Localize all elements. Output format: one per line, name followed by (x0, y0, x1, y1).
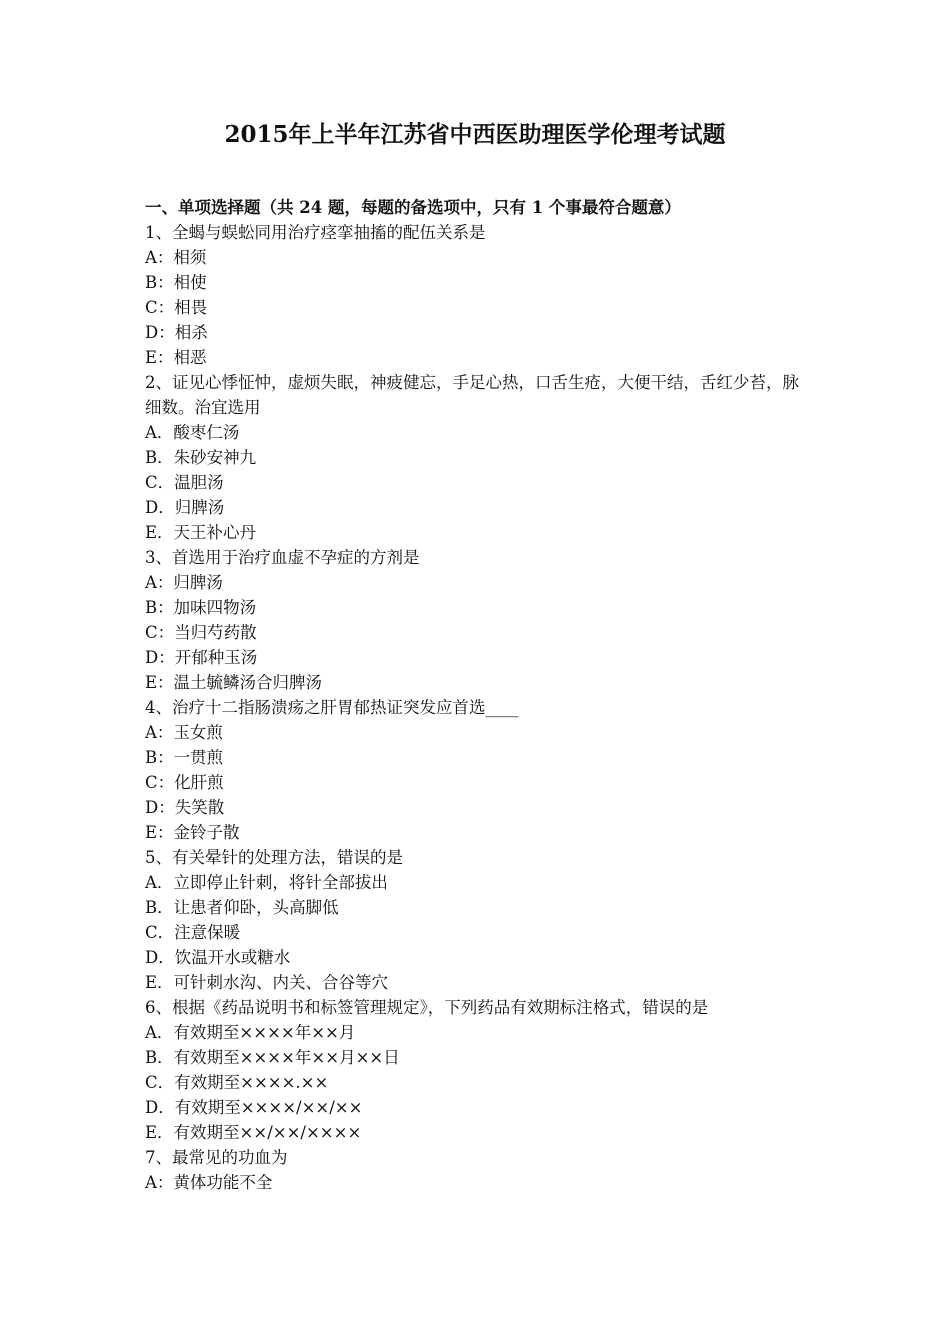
option-c: C：化肝煎 (145, 773, 224, 792)
question-stem: 7、最常见的功血为 (145, 1148, 288, 1167)
option-a: A．立即停止针刺，将针全部拔出 (145, 873, 388, 892)
option-a: A：玉女煎 (145, 723, 223, 742)
option-c: C．温胆汤 (145, 473, 224, 492)
question-stem: 2、证见心悸怔忡，虚烦失眠，神疲健忘，手足心热，口舌生疮，大便干结，舌红少苔，脉细数。治宜选用 (145, 373, 799, 417)
option-d: D：失笑散 (145, 798, 225, 817)
option-b: B：加味四物汤 (145, 598, 257, 617)
option-e: E：金铃子散 (145, 823, 240, 842)
document-title: 2015年上半年江苏省中西医助理医学伦理考试题 (224, 121, 726, 148)
question-stem: 6、根据《药品说明书和标签管理规定》，下列药品有效期标注格式，错误的是 (145, 998, 709, 1017)
option-d: D．有效期至××××/××/×× (145, 1098, 363, 1117)
question-1 (145, 220, 815, 370)
question-stem: 5、有关晕针的处理方法，错误的是 (145, 848, 403, 867)
question-2 (145, 370, 815, 545)
option-c: C．有效期至××××.×× (145, 1073, 329, 1092)
question-4 (145, 695, 815, 845)
section-heading: 一、单项选择题（共 24 题，每题的备选项中，只有 1 个事最符合题意） (145, 198, 681, 217)
option-e: E．可针刺水沟、内关、合谷等穴 (145, 973, 389, 992)
option-a: A．有效期至××××年××月 (145, 1023, 356, 1042)
option-b: B．有效期至××××年××月××日 (145, 1048, 400, 1067)
option-e: E．天王补心丹 (145, 523, 257, 542)
option-c: C：相畏 (145, 298, 208, 317)
question-stem: 4、治疗十二指肠溃疡之肝胃郁热证突发应首选____ (145, 698, 519, 717)
option-e: E．有效期至××/××/×××× (145, 1123, 362, 1142)
option-e: E：相恶 (145, 348, 207, 367)
option-d: D：相杀 (145, 323, 208, 342)
question-3 (145, 545, 815, 695)
option-a: A：归脾汤 (145, 573, 223, 592)
question-5 (145, 845, 815, 995)
option-b: B．让患者仰卧，头高脚低 (145, 898, 339, 917)
option-a: A：相须 (145, 248, 207, 267)
question-stem: 1、全蝎与蜈蚣同用治疗痉挛抽搐的配伍关系是 (145, 223, 486, 242)
option-e: E：温土毓鳞汤合归脾汤 (145, 673, 323, 692)
option-b: B：一贯煎 (145, 748, 224, 767)
option-d: D．归脾汤 (145, 498, 225, 517)
option-b: B：相使 (145, 273, 207, 292)
option-c: C．注意保暖 (145, 923, 241, 942)
option-d: D：开郁种玉汤 (145, 648, 258, 667)
option-a: A．酸枣仁汤 (145, 423, 240, 442)
option-d: D．饮温开水或糖水 (145, 948, 291, 967)
document-body (145, 195, 815, 1195)
question-7 (145, 1145, 815, 1195)
option-b: B．朱砂安神九 (145, 448, 257, 467)
option-a: A：黄体功能不全 (145, 1173, 273, 1192)
option-c: C：当归芍药散 (145, 623, 257, 642)
question-stem: 3、首选用于治疗血虚不孕症的方剂是 (145, 548, 420, 567)
question-6 (145, 995, 815, 1145)
